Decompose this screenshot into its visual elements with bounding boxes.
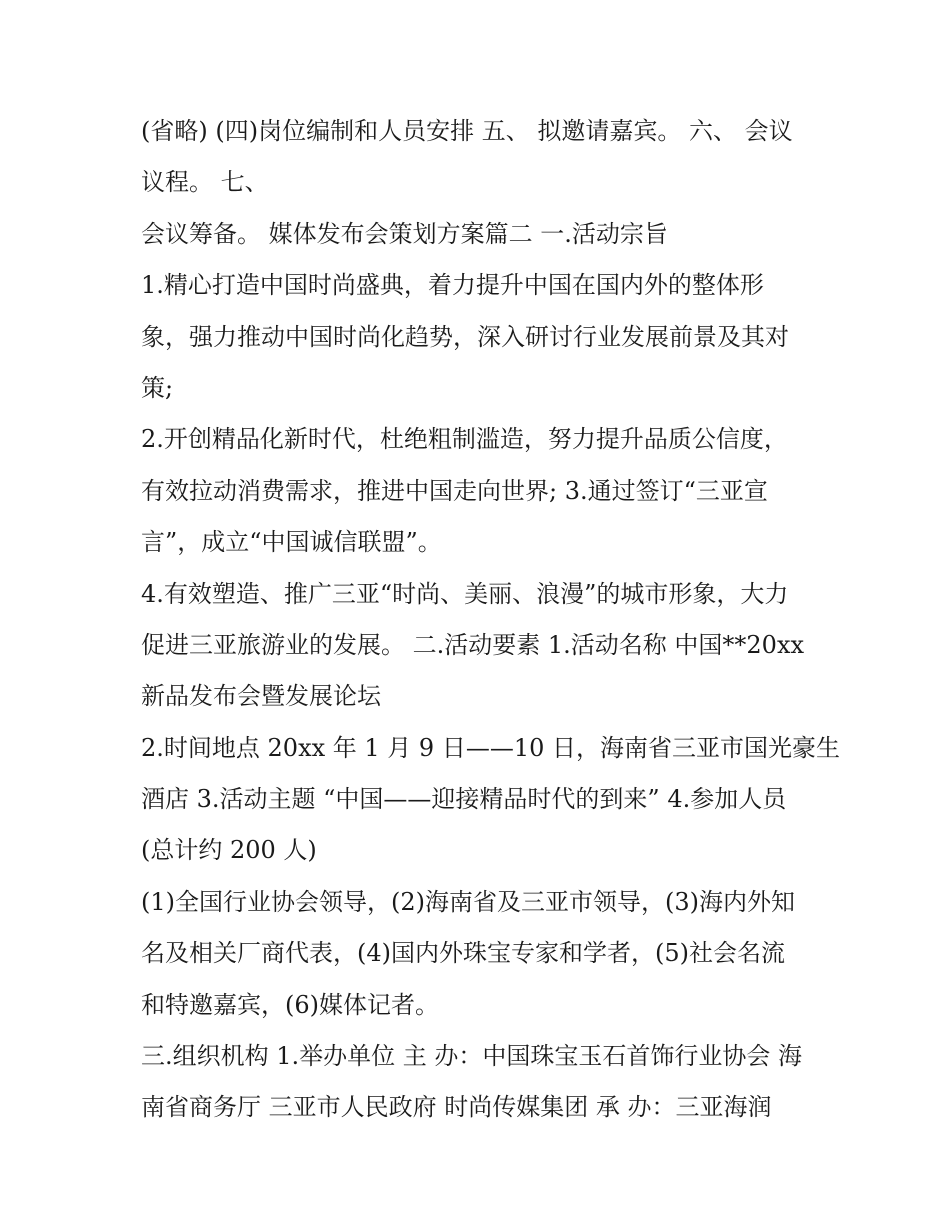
text-line-16: (1)全国行业协会领导，(2)海南省及三亚市领导，(3)海内外知	[141, 887, 795, 916]
text-line-14: 酒店 3.活动主题 “中国——迎接精品时代的到来” 4.参加人员	[141, 785, 787, 814]
text-line-11: 促进三亚旅游业的发展。 二.活动要素 1.活动名称 中国**20xx	[141, 630, 805, 659]
text-line-7: 2.开创精品化新时代，杜绝粗制滥造，努力提升品质公信度，	[141, 425, 788, 454]
text-line-8: 有效拉动消费需求，推进中国走向世界; 3.通过签订“三亚宣	[141, 476, 768, 505]
text-line-3: 会议筹备。 媒体发布会策划方案篇二 一.活动宗旨	[141, 219, 668, 248]
text-line-13: 2.时间地点 20xx 年 1 月 9 日——10 日，海南省三亚市国光豪生	[141, 733, 840, 762]
text-line-4: 1.精心打造中国时尚盛典，着力提升中国在国内外的整体形	[141, 271, 764, 300]
text-line-15: (总计约 200 人)	[141, 836, 317, 865]
text-line-19: 三.组织机构 1.举办单位 主 办：中国珠宝玉石首饰行业协会 海	[141, 1042, 803, 1071]
text-line-20: 南省商务厅 三亚市人民政府 时尚传媒集团 承 办：三亚海润	[141, 1093, 772, 1122]
document-body	[141, 106, 840, 1134]
text-line-10: 4.有效塑造、推广三亚“时尚、美丽、浪漫”的城市形象，大力	[141, 579, 789, 608]
text-line-1: (省略) (四)岗位编制和人员安排 五、 拟邀请嘉宾。 六、 会议	[141, 117, 793, 145]
text-line-2: 议程。 七、	[141, 168, 269, 197]
text-line-5: 象，强力推动中国时尚化趋势，深入研讨行业发展前景及其对	[141, 322, 789, 351]
text-line-17: 名及相关厂商代表，(4)国内外珠宝专家和学者，(5)社会名流	[141, 939, 785, 968]
text-line-6: 策;	[141, 373, 174, 402]
text-line-12: 新品发布会暨发展论坛	[141, 682, 381, 711]
text-line-18: 和特邀嘉宾，(6)媒体记者。	[141, 990, 439, 1019]
text-line-9: 言”，成立“中国诚信联盟”。	[141, 528, 442, 557]
